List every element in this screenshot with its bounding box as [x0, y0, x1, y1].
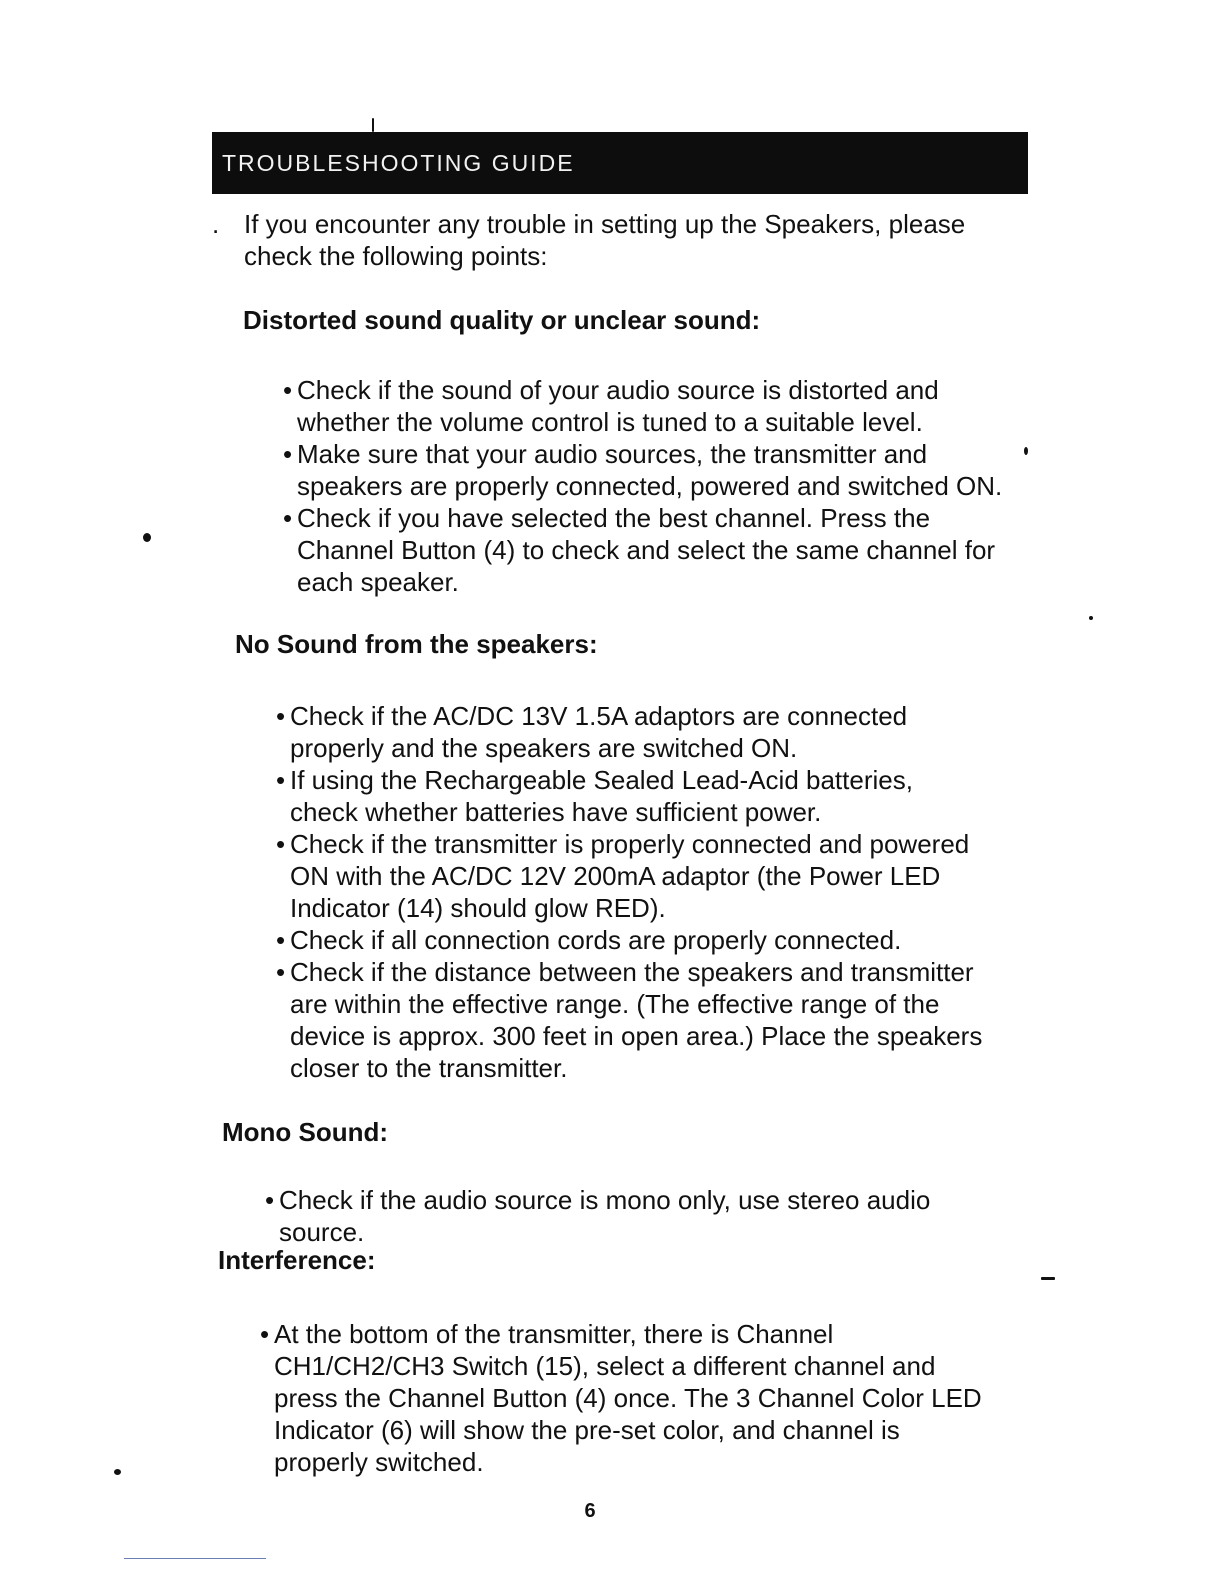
bullet-icon: • — [265, 1185, 275, 1215]
list-interference — [260, 1318, 990, 1478]
scan-speck — [143, 533, 151, 542]
bullet-icon: • — [276, 765, 286, 795]
list-item: • Check if the AC/DC 13V 1.5A adaptors are connected properly and the speakers are switched ON. — [276, 701, 908, 763]
list-item: • Make sure that your audio sources, the transmitter and speakers are properly connected, powered and switched ON. — [283, 439, 1003, 501]
bullet-icon: • — [276, 957, 286, 987]
intro-bullet: . — [212, 209, 220, 239]
list-item: • Check if the audio source is mono only, use stereo audio source. — [265, 1185, 931, 1247]
list-item: • Check if the distance between the speakers and transmitter are within the effective range. (The effective range of the device is approx. 300 feet in open area.) Place the speakers closer to the transmitter. — [276, 957, 983, 1083]
bullet-icon: • — [276, 925, 286, 955]
bullet-icon: • — [283, 375, 293, 405]
bullet-icon: • — [283, 503, 293, 533]
scan-speck — [372, 118, 374, 132]
scan-speck — [1041, 1277, 1055, 1280]
heading-interference: Interference: — [218, 1245, 376, 1275]
section-header-bar — [212, 132, 1028, 194]
bullet-icon: • — [276, 829, 286, 859]
section-header-title: TROUBLESHOOTING GUIDE — [222, 149, 575, 176]
bullet-icon: • — [283, 439, 293, 469]
list-item: • Check if the sound of your audio source is distorted and whether the volume control is tuned to a suitable level. — [283, 375, 939, 437]
bullet-icon: • — [260, 1319, 270, 1349]
heading-mono-sound: Mono Sound: — [222, 1117, 389, 1147]
scan-speck — [114, 1469, 121, 1475]
page-number: 6 — [584, 1500, 596, 1522]
heading-no-sound: No Sound from the speakers: — [235, 629, 598, 659]
intro-paragraph — [212, 208, 1002, 272]
list-item: • Check if all connection cords are properly connected. — [276, 925, 902, 955]
list-item: • Check if you have selected the best channel. Press the Channel Button (4) to check and select the same channel for each speaker. — [283, 503, 996, 597]
heading-distorted-sound: Distorted sound quality or unclear sound: — [243, 305, 761, 335]
scan-speck — [1089, 616, 1093, 620]
intro-text: If you encounter any trouble in setting up the Speakers, please check the following points: — [244, 209, 966, 271]
list-item: • At the bottom of the transmitter, there is Channel CH1/CH2/CH3 Switch (15), select a different channel and press the Channel Button (4) once. The 3 Channel Color LED Indicator (6) will show the pre-set color, and channel is properly switched. — [260, 1319, 982, 1477]
scan-speck — [1024, 447, 1028, 455]
list-no-sound — [276, 700, 986, 1084]
bottom-rule — [124, 1558, 266, 1559]
list-item: • If using the Rechargeable Sealed Lead-Acid batteries, check whether batteries have sufficient power. — [276, 765, 913, 827]
list-mono-sound — [265, 1184, 995, 1248]
list-item: • Check if the transmitter is properly connected and powered ON with the AC/DC 12V 200mA adaptor (the Power LED Indicator (14) should glow RED). — [276, 829, 970, 923]
bullet-icon: • — [276, 701, 286, 731]
list-distorted-sound — [283, 374, 1013, 598]
